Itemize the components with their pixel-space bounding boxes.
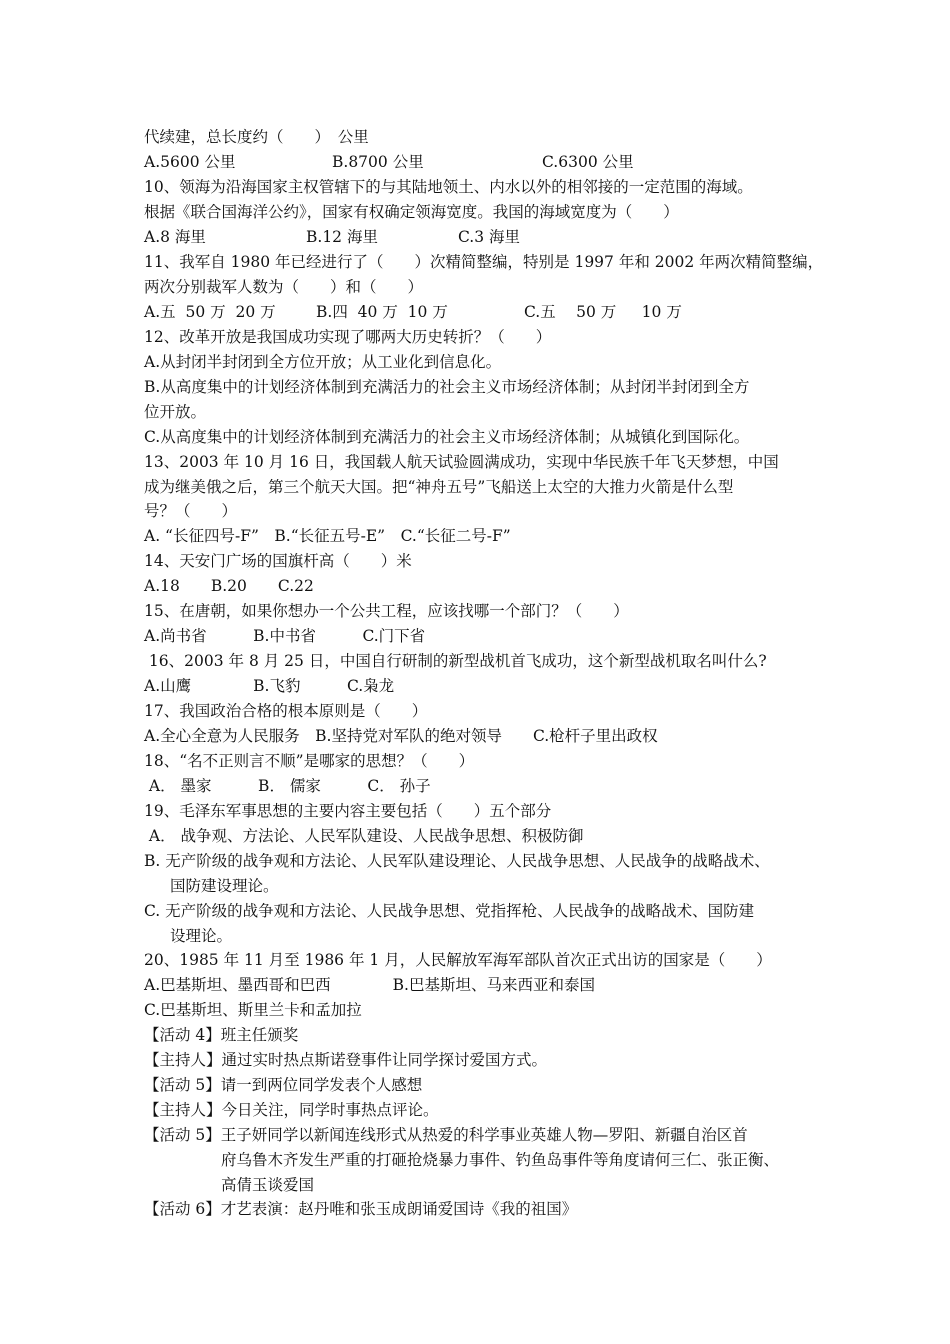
option-a: A． 战争观、方法论、人民军队建设、人民战争思想、积极防御	[144, 827, 584, 845]
question-17: 17、我国政治合格的根本原则是（ ）	[144, 702, 428, 720]
text-line: 位开放。	[144, 403, 207, 421]
options-line: A. “长征四号-F” B.“长征五号-E” C.“长征二号-F”	[144, 527, 511, 545]
option-c: C.6300 公里	[542, 153, 634, 171]
option-a: A.5600 公里	[144, 153, 236, 171]
question-12: 12、改革开放是我国成功实现了哪两大历史转折？（ ）	[144, 328, 552, 346]
option-c: C.3 海里	[458, 228, 521, 246]
activity-4: 【活动 4】班主任颁奖	[144, 1026, 299, 1044]
option-b: B. 无产阶级的战争观和方法论、人民军队建设理论、人民战争思想、人民战争的战略战术、	[144, 852, 770, 870]
activity-5: 【活动 5】请一到两位同学发表个人感想	[144, 1076, 423, 1094]
option-c: C.巴基斯坦、斯里兰卡和孟加拉	[144, 1001, 362, 1019]
option-c: C.从高度集中的计划经济体制到充满活力的社会主义市场经济体制；从城镇化到国际化。	[144, 428, 750, 446]
question-16: 16、2003 年 8 月 25 日，中国自行研制的新型战机首飞成功，这个新型战机取名叫什么?	[144, 652, 767, 670]
options-line: A.山鹰 B.飞豹 C.枭龙	[144, 677, 395, 695]
question-13: 13、2003 年 10 月 16 日，我国载人航天试验圆满成功，实现中华民族千年飞天梦想，中国	[144, 453, 779, 471]
question-18: 18、“名不正则言不顺”是哪家的思想？（ ）	[144, 752, 475, 770]
question-14: 14、天安门广场的国旗杆高（ ）米	[144, 552, 412, 570]
option-c: C. 无产阶级的战争观和方法论、人民战争思想、党指挥枪、人民战争的战略战术、国防建	[144, 902, 755, 920]
text-line: 根据《联合国海洋公约》，国家有权确定领海宽度。我国的海域宽度为（ ）	[144, 203, 679, 221]
question-15: 15、在唐朝，如果你想办一个公共工程，应该找哪一个部门？（ ）	[144, 602, 629, 620]
text-line: 代续建，总长度约（ ） 公里	[144, 128, 369, 146]
options-line: A.尚书省 B.中书省 C.门下省	[144, 627, 426, 645]
activity-6: 【活动 6】才艺表演：赵丹唯和张玉成朗诵爱国诗《我的祖国》	[144, 1200, 578, 1218]
question-11: 11、我军自 1980 年已经进行了（ ）次精简整编，特别是 1997 年和 2002 年两次精简整编，	[144, 253, 824, 271]
host-line: 【主持人】今日关注，同学时事热点评论。	[144, 1101, 439, 1119]
question-19: 19、毛泽东军事思想的主要内容主要包括（ ）五个部分	[144, 802, 552, 820]
options-line: A.巴基斯坦、墨西哥和巴西 B.巴基斯坦、马来西亚和泰国	[144, 976, 595, 994]
option-c: C.五 50 万 10 万	[524, 303, 682, 321]
option-b: B.12 海里	[306, 228, 378, 246]
options-line: A． 墨家 B． 儒家 C． 孙子	[144, 777, 431, 795]
text-line: 府乌鲁木齐发生严重的打砸抢烧暴力事件、钓鱼岛事件等角度请何三仁、张正衡、	[221, 1151, 780, 1169]
text-line: 成为继美俄之后，第三个航天大国。把“神舟五号”飞船送上太空的大推力火箭是什么型	[144, 478, 734, 496]
option-a: A.8 海里	[144, 228, 206, 246]
text-line: 高倩玉谈爱国	[221, 1176, 315, 1194]
option-b: B.从高度集中的计划经济体制到充满活力的社会主义市场经济体制；从封闭半封闭到全方	[144, 378, 750, 396]
host-line: 【主持人】通过实时热点斯诺登事件让同学探讨爱国方式。	[144, 1051, 548, 1069]
options-line: A.18 B.20 C.22	[144, 577, 314, 595]
option-a: A.五 50 万 20 万	[144, 303, 276, 321]
text-line: 设理论。	[170, 927, 233, 945]
activity-5-news: 【活动 5】王子妍同学以新闻连线形式从热爱的科学事业英雄人物—罗阳、新疆自治区首	[144, 1126, 748, 1144]
option-b: B.8700 公里	[332, 153, 424, 171]
options-line: A.全心全意为人民服务 B.坚持党对军队的绝对领导 C.枪杆子里出政权	[144, 727, 658, 745]
text-line: 号？（ ）	[144, 502, 238, 520]
text-line: 国防建设理论。	[170, 877, 279, 895]
option-a: A.从封闭半封闭到全方位开放；从工业化到信息化。	[144, 353, 502, 371]
question-10: 10、领海为沿海国家主权管辖下的与其陆地领土、内水以外的相邻接的一定范围的海域。	[144, 178, 753, 196]
text-line: 两次分别裁军人数为（ ）和（ ）	[144, 278, 424, 296]
option-b: B.四 40 万 10 万	[316, 303, 448, 321]
question-20: 20、1985 年 11 月至 1986 年 1 月，人民解放军海军部队首次正式出访的国家是（ ）	[144, 951, 772, 969]
